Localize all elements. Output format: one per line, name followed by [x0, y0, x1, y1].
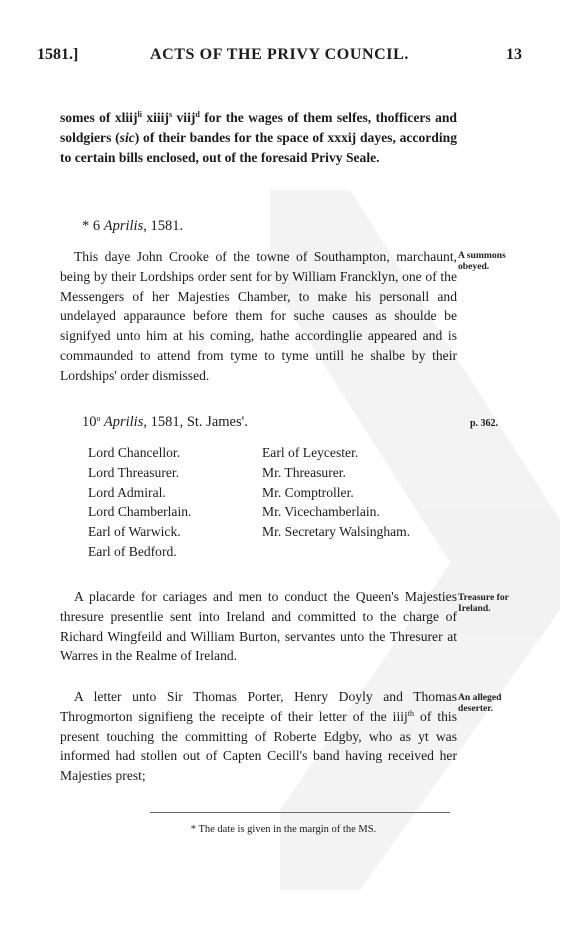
continued-paragraph: somes of xliij$^{li}$ xiiij$^s$ viij$^d$ for the wages of them selfes, thofficers and soldgiers (sic) of their bandes for the space of xxxij dayes, according to certain bills enclosed, out of the foresaid Privy Seale. [60, 110, 457, 165]
attendee: Mr. Vicechamberlain. [262, 504, 380, 520]
entry-treasure-text: A placarde for cariages and men to conduct the Queen's Majesties thresure presentlie sent into Ireland and committed to the charge of Richard Wingfeild and William Burton, servantes unto the Thresurer at Warres in the Realme of Ireland. [60, 589, 457, 664]
footnote: * The date is given in the margin of the MS. [190, 824, 377, 835]
attendee: Lord Chancellor. [88, 445, 181, 460]
attendee: Lord Threasurer. [88, 464, 180, 480]
attendee: Earl of Leycester. [262, 445, 359, 460]
page-reference: p. 362. [470, 418, 499, 429]
attendees-left-column [88, 443, 191, 562]
margin-note-deserter: An alleged deserter. [458, 692, 502, 714]
attendee: Earl of Warwick. [88, 524, 181, 540]
footnote-rule [150, 812, 450, 813]
margin-note-treasure: Treasure for Ireland. [458, 592, 509, 614]
header-page-number: 13 [506, 46, 522, 63]
entry-date-10-april: 10$^o$ Aprilis, 1581, St. James'. [82, 414, 248, 430]
attendee: Mr. Secretary Walsingham. [262, 524, 411, 540]
attendees-right-column [262, 443, 410, 542]
attendee: Mr. Comptroller. [262, 484, 354, 500]
margin-note-summons: A summons obeyed. [458, 250, 506, 272]
attendee: Lord Admiral. [88, 484, 166, 500]
entry-date-6-april: * 6 Aprilis, 1581. [82, 218, 184, 234]
entry-deserter-text: A letter unto Sir Thomas Porter, Henry Doyly and Thomas Throgmorton signifieng the receipte of their letter of the iiij$^{th}$ of this present touching the committing of Roberte Edgby, who as yt was informed had stollen out of Capten Cecill's band having received her Majesties prest; [60, 689, 458, 784]
header-title: ACTS OF THE PRIVY COUNCIL. [149, 46, 410, 63]
running-header [37, 46, 522, 68]
attendee: Mr. Threasurer. [262, 464, 346, 480]
header-year: 1581.] [37, 46, 79, 63]
entry-summons-text: This daye John Crooke of the towne of Southampton, marchaunt, being by their Lordships order sent for by William Francklyn, one of the Messengers of her Majesties Chamber, to make his personall and undelayed apparaunce before them for suche causes as shoulde be signifyed unto him at his coming, hathe accordinglie appeared and is commaunded to attend from tyme to tyme untill he shalbe by their Lordships' order dismissed. [60, 249, 457, 383]
attendee: Lord Chamberlain. [88, 504, 192, 520]
attendee: Earl of Bedford. [88, 543, 177, 559]
